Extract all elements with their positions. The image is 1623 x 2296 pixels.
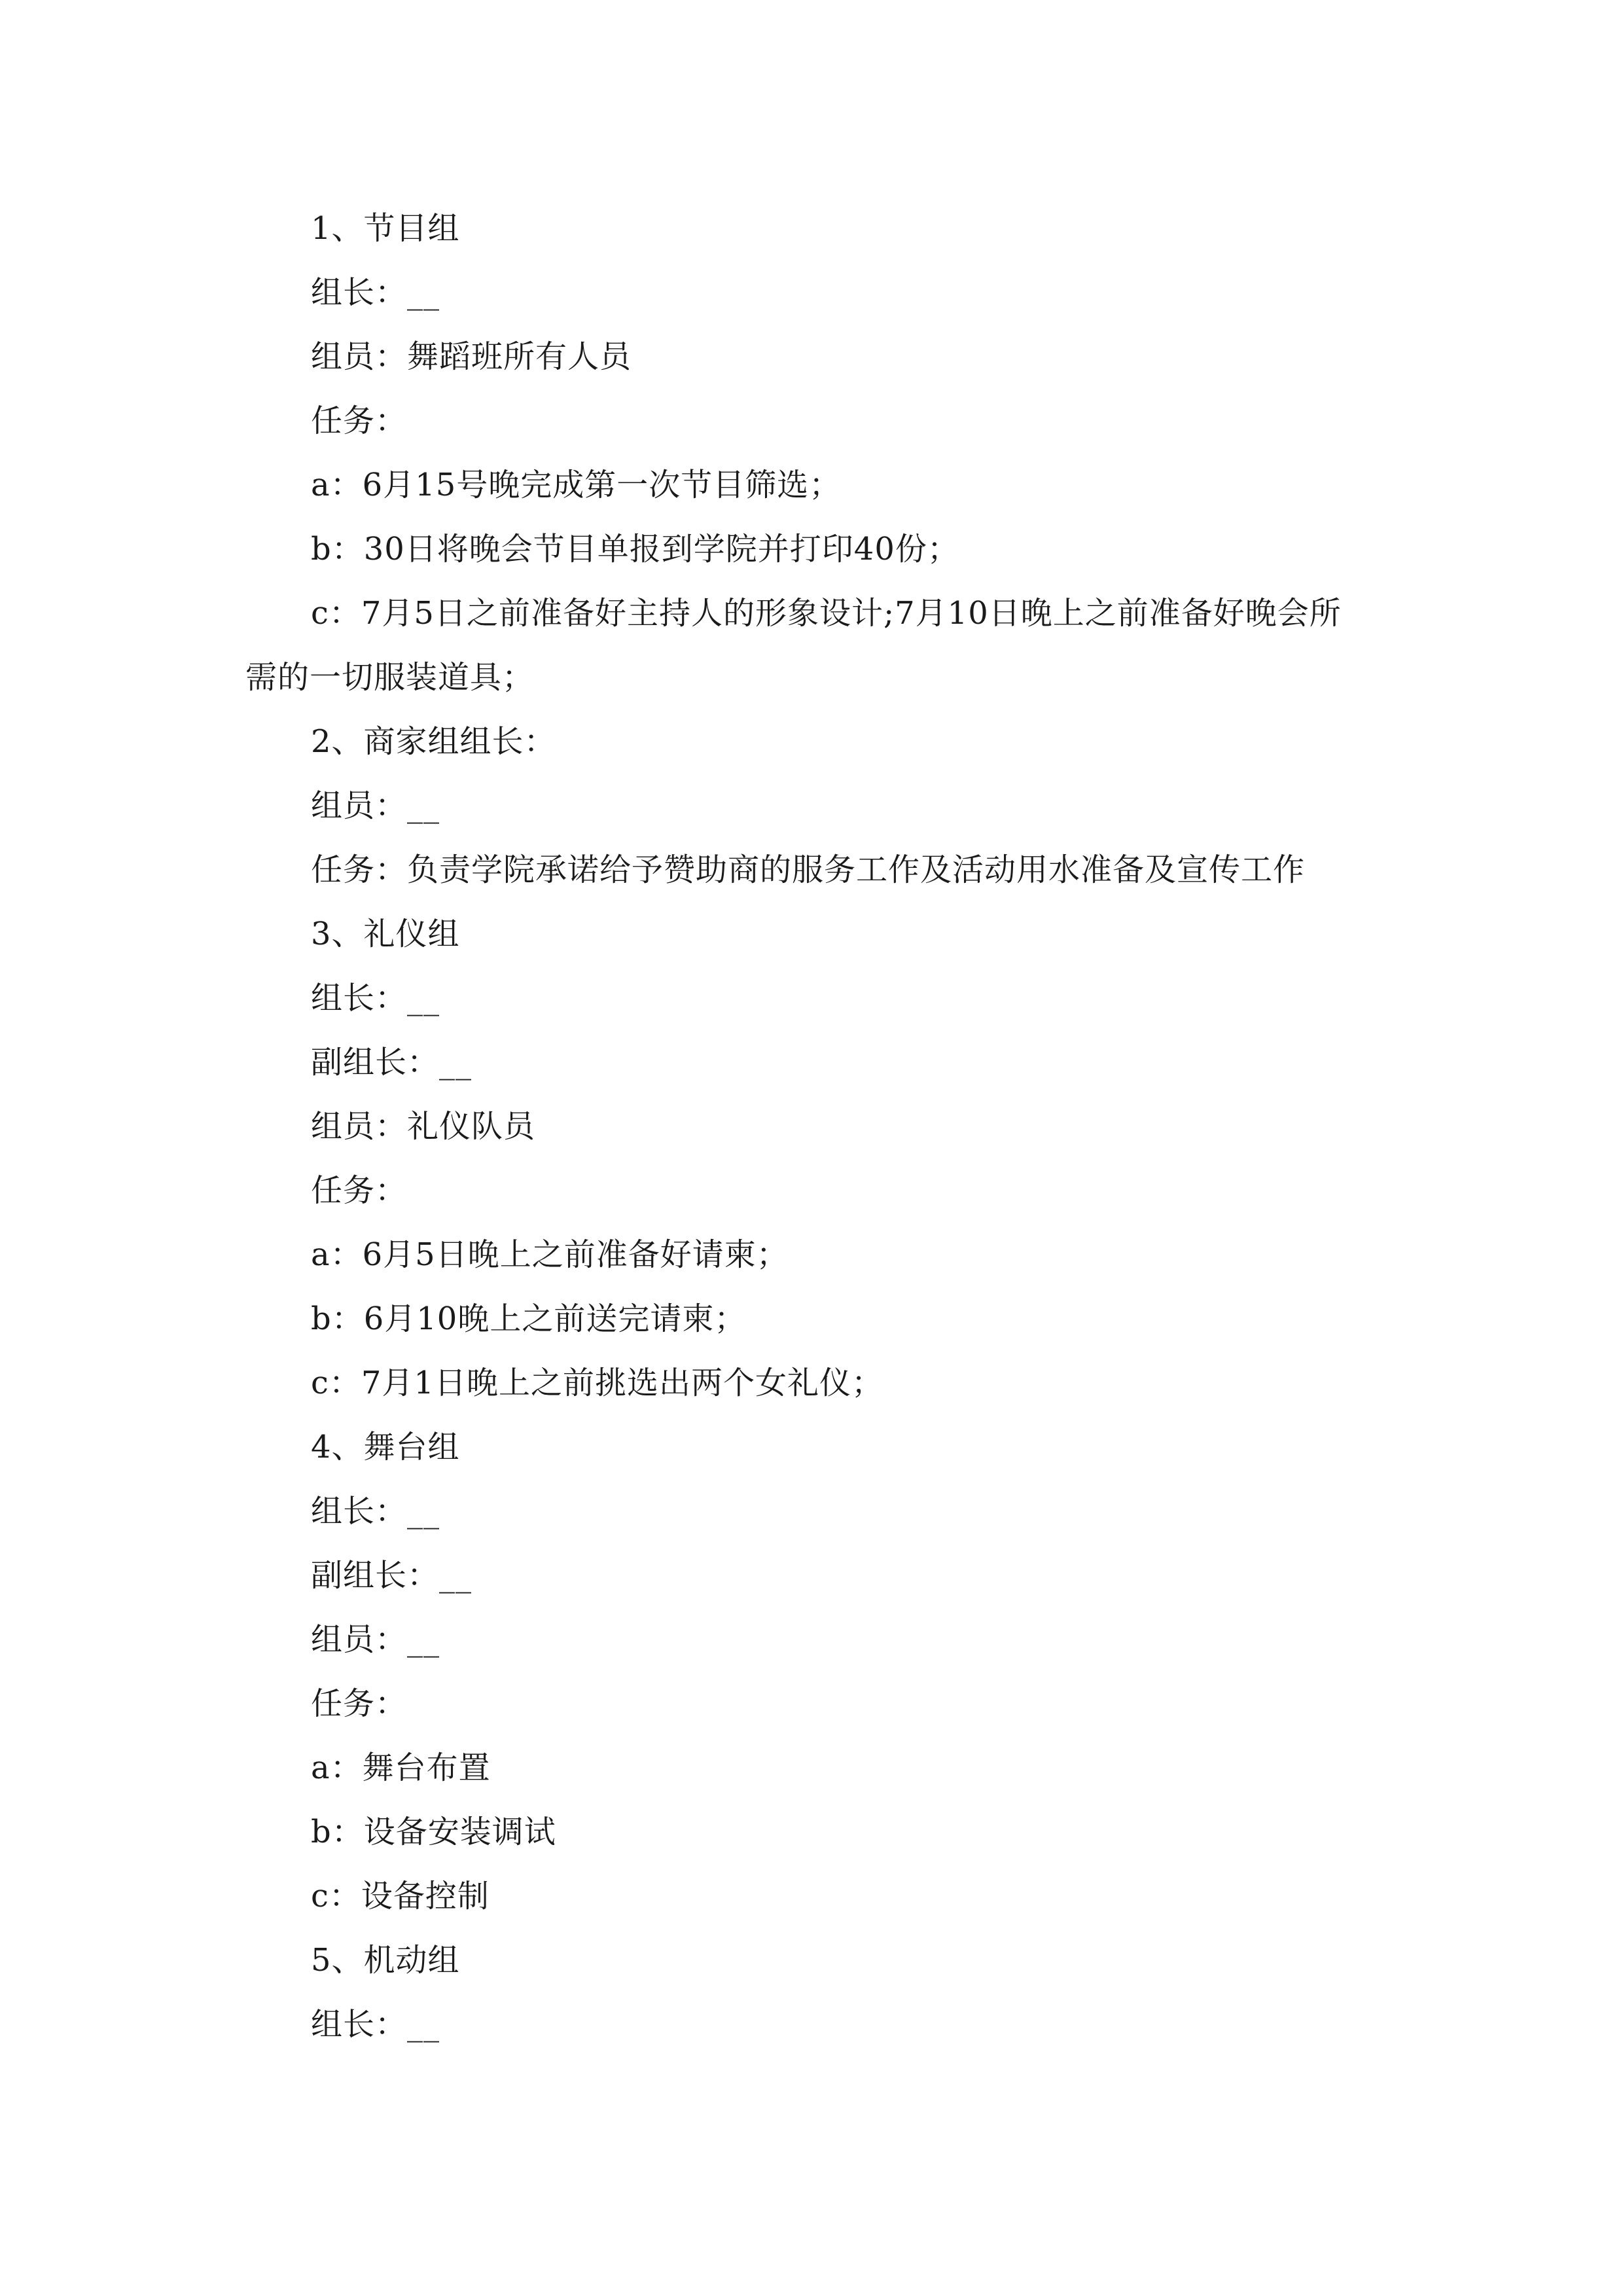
program-task-b: b：30日将晚会节目单报到学院并打印40份； — [311, 531, 959, 567]
section-heading-mobile: 5、机动组 — [311, 1942, 460, 1979]
section-heading-program: 1、节目组 — [311, 210, 460, 247]
program-task-c-continued: 需的一切服装道具； — [245, 659, 535, 696]
stage-tasks-label: 任务： — [311, 1685, 408, 1722]
stage-leader-line: 组长：__ — [311, 1493, 440, 1530]
etiquette-task-b: b：6月10晚上之前送完请柬； — [311, 1300, 747, 1337]
section-heading-etiquette: 3、礼仪组 — [311, 916, 460, 952]
program-members-line: 组员：舞蹈班所有人员 — [311, 338, 632, 375]
etiquette-task-a: a：6月5日晚上之前准备好请柬； — [311, 1236, 789, 1273]
program-leader-line: 组长：__ — [311, 274, 440, 311]
etiquette-leader-line: 组长：__ — [311, 980, 440, 1016]
etiquette-task-c: c：7月1日晚上之前挑选出两个女礼仪； — [311, 1365, 883, 1401]
merchant-members-line: 组员：__ — [311, 787, 440, 824]
stage-members-line: 组员：__ — [311, 1621, 440, 1658]
program-task-a: a：6月15号晚完成第一次节目筛选； — [311, 467, 842, 503]
stage-task-a: a：舞台布置 — [311, 1749, 491, 1786]
stage-task-b: b：设备安装调试 — [311, 1814, 556, 1850]
etiquette-members-line: 组员：礼仪队员 — [311, 1108, 536, 1145]
program-task-c: c：7月5日之前准备好主持人的形象设计;7月10日晚上之前准备好晚会所 — [311, 595, 1342, 632]
etiquette-deputy-line: 副组长：__ — [311, 1044, 473, 1081]
section-heading-stage: 4、舞台组 — [311, 1429, 460, 1465]
etiquette-tasks-label: 任务： — [311, 1172, 408, 1209]
program-tasks-label: 任务： — [311, 403, 408, 439]
stage-deputy-line: 副组长：__ — [311, 1557, 473, 1594]
merchant-tasks-line: 任务：负责学院承诺给予赞助商的服务工作及活动用水准备及宣传工作 — [311, 852, 1306, 888]
stage-task-c: c：设备控制 — [311, 1878, 490, 1914]
mobile-leader-line: 组长：__ — [311, 2006, 440, 2043]
section-heading-merchant: 2、商家组组长： — [311, 723, 556, 760]
